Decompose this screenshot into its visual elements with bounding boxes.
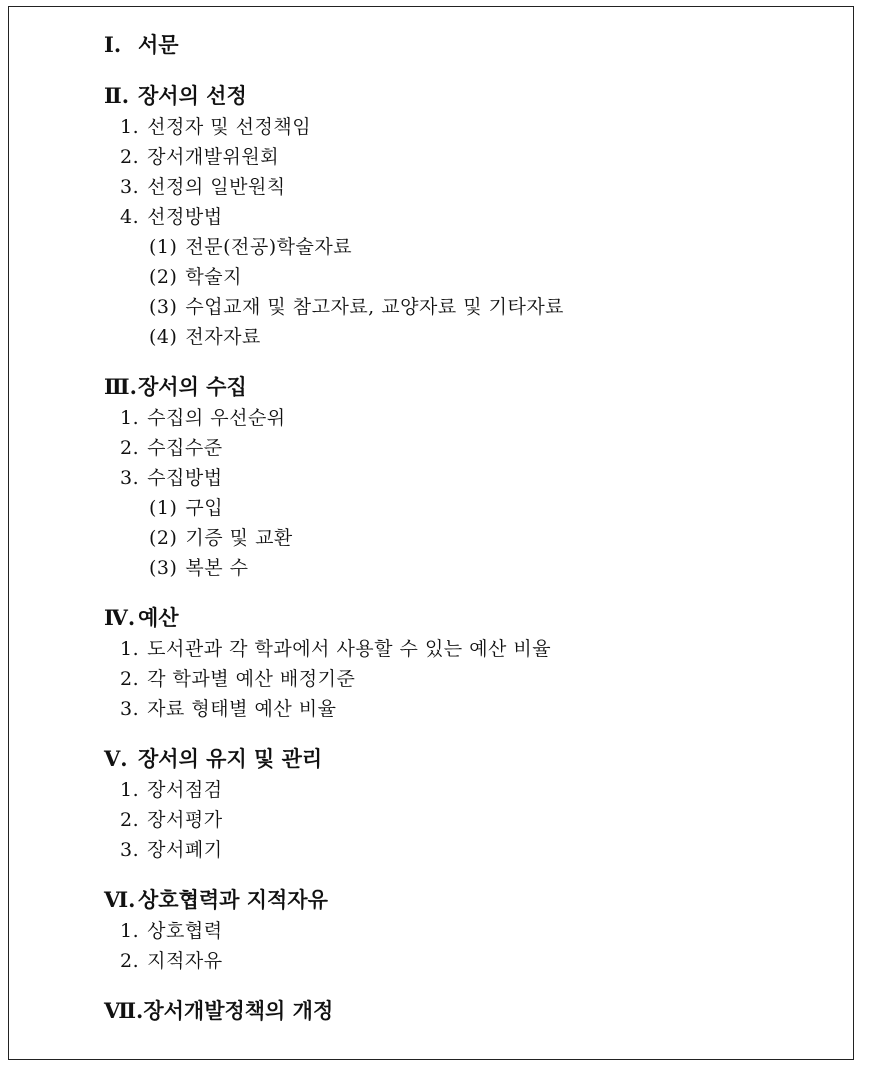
toc-item — [104, 142, 834, 172]
toc-section — [104, 28, 834, 61]
toc-item — [104, 805, 834, 835]
toc-subitem — [104, 523, 834, 553]
item-number: 3. — [120, 467, 140, 489]
toc-section — [104, 994, 834, 1027]
toc-item — [104, 694, 834, 724]
item-number: 3. — [120, 176, 140, 198]
item-title: 각 학과별 예산 배정기준 — [147, 668, 356, 690]
toc-subitem — [104, 292, 834, 322]
item-title: 수집방법 — [147, 467, 223, 489]
toc-item — [104, 916, 834, 946]
toc-item — [104, 634, 834, 664]
section-number: Ⅰ. — [104, 32, 122, 57]
section-heading — [104, 742, 834, 775]
section-heading — [104, 883, 834, 916]
item-number: 1. — [120, 920, 140, 942]
section-title: 상호협력과 지적자유 — [138, 887, 328, 912]
subitem-title: 복본 수 — [185, 557, 249, 579]
section-number: Ⅴ. — [104, 746, 128, 771]
toc-item — [104, 946, 834, 976]
toc-item — [104, 202, 834, 232]
toc-section — [104, 79, 834, 352]
section-number: Ⅱ. — [104, 83, 130, 108]
toc-item — [104, 403, 834, 433]
item-title: 상호협력 — [147, 920, 223, 942]
toc-item — [104, 835, 834, 865]
toc-item — [104, 775, 834, 805]
item-title: 선정의 일반원칙 — [147, 176, 286, 198]
toc-item — [104, 664, 834, 694]
toc-subitem — [104, 553, 834, 583]
toc-item — [104, 463, 834, 493]
toc-section — [104, 601, 834, 724]
section-number: Ⅵ. — [104, 887, 136, 912]
subitem-number: (2) — [149, 527, 178, 549]
subitem-number: (2) — [149, 266, 178, 288]
toc-subitem — [104, 322, 834, 352]
subitem-number: (1) — [149, 236, 178, 258]
section-heading — [104, 28, 834, 61]
item-number: 3. — [120, 698, 140, 720]
subitem-title: 전문(전공)학술자료 — [185, 236, 353, 258]
item-title: 지적자유 — [147, 950, 223, 972]
item-number: 3. — [120, 839, 140, 861]
subitem-title: 전자자료 — [185, 326, 261, 348]
toc-section — [104, 742, 834, 865]
item-number: 1. — [120, 116, 140, 138]
item-number: 1. — [120, 638, 140, 660]
toc-item — [104, 433, 834, 463]
item-title: 자료 형태별 예산 비율 — [147, 698, 337, 720]
item-title: 수집의 우선순위 — [147, 407, 286, 429]
item-title: 장서평가 — [147, 809, 223, 831]
item-title: 도서관과 각 학과에서 사용할 수 있는 예산 비율 — [147, 638, 552, 660]
subitem-title: 수업교재 및 참고자료, 교양자료 및 기타자료 — [185, 296, 565, 318]
item-number: 1. — [120, 779, 140, 801]
toc-item — [104, 172, 834, 202]
item-number: 1. — [120, 407, 140, 429]
section-title: 장서의 선정 — [138, 83, 247, 108]
section-title: 장서의 수집 — [138, 374, 247, 399]
subitem-number: (1) — [149, 497, 178, 519]
subitem-number: (4) — [149, 326, 178, 348]
section-title: 장서의 유지 및 관리 — [138, 746, 323, 771]
section-number: Ⅶ. — [104, 998, 144, 1023]
subitem-title: 구입 — [185, 497, 224, 519]
section-heading — [104, 601, 834, 634]
item-title: 장서점검 — [147, 779, 223, 801]
toc-subitem — [104, 232, 834, 262]
subitem-number: (3) — [149, 557, 178, 579]
toc-item — [104, 112, 834, 142]
item-number: 2. — [120, 437, 140, 459]
item-number: 2. — [120, 146, 140, 168]
section-heading — [104, 994, 834, 1027]
item-title: 수집수준 — [147, 437, 223, 459]
section-heading — [104, 79, 834, 112]
toc-section — [104, 883, 834, 976]
subitem-title: 학술지 — [185, 266, 242, 288]
section-title: 장서개발정책의 개정 — [143, 998, 334, 1023]
toc-subitem — [104, 493, 834, 523]
toc-subitem — [104, 262, 834, 292]
section-heading — [104, 370, 834, 403]
subitem-title: 기증 및 교환 — [185, 527, 293, 549]
toc-section — [104, 370, 834, 583]
item-number: 2. — [120, 809, 140, 831]
item-number: 2. — [120, 950, 140, 972]
item-title: 장서폐기 — [147, 839, 223, 861]
item-title: 선정자 및 선정책임 — [147, 116, 312, 138]
item-number: 4. — [120, 206, 140, 228]
section-number: Ⅲ. — [104, 374, 137, 399]
item-number: 2. — [120, 668, 140, 690]
section-title: 서문 — [138, 32, 179, 57]
subitem-number: (3) — [149, 296, 178, 318]
item-title: 선정방법 — [147, 206, 223, 228]
item-title: 장서개발위원회 — [147, 146, 280, 168]
table-of-contents — [104, 28, 834, 1045]
section-title: 예산 — [138, 605, 179, 630]
section-number: Ⅳ. — [104, 605, 136, 630]
